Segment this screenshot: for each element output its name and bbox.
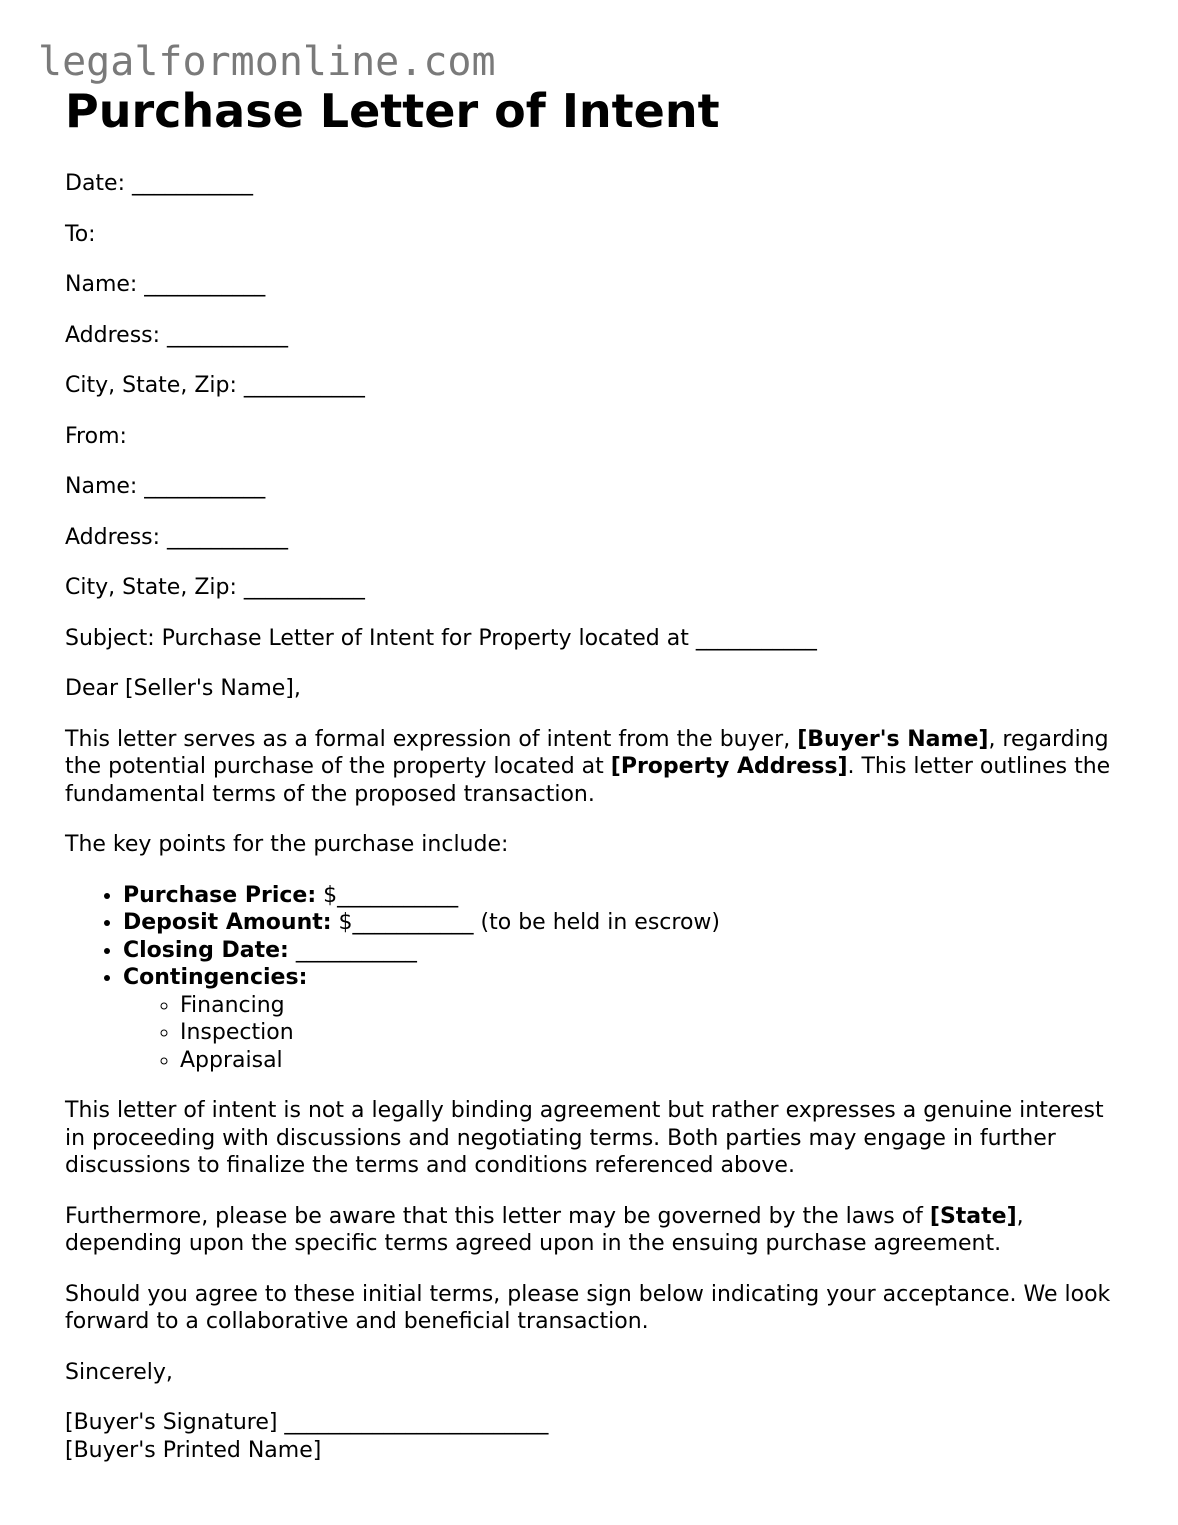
purchase-price-value: $___________ [316, 882, 459, 908]
page-title: Purchase Letter of Intent [65, 84, 720, 138]
law-text-1: Furthermore, please be aware that this letter may be governed by the laws of [65, 1203, 930, 1229]
list-item [123, 909, 1125, 937]
key-points-list [65, 882, 1125, 1075]
closing-date-label: Closing Date: [123, 937, 289, 963]
acceptance-paragraph: Should you agree to these initial terms, please sign below indicating your acceptance. We look forward to a collaborative and beneficial transaction. [65, 1281, 1111, 1334]
intro-text-1: This letter serves as a formal expression of intent from the buyer, [65, 726, 798, 752]
contingency-item: ◦ Appraisal [180, 1047, 1125, 1075]
from-name-field: Name: ___________ [65, 474, 266, 499]
date-field: Date: ___________ [65, 171, 253, 196]
deposit-amount-value: $___________ (to be held in escrow) [331, 910, 720, 935]
contingencies-label: Contingencies: [123, 965, 308, 990]
buyer-name-placeholder: [Buyer's Name] [797, 726, 989, 752]
to-label: To: [65, 221, 96, 247]
greeting: Dear [Seller's Name], [65, 676, 301, 701]
list-item [123, 964, 1125, 1074]
from-city-state-zip-field: City, State, Zip: ___________ [65, 575, 365, 600]
law-text-2: , depending upon the specific terms agreed upon in the ensuing purchase agreement. [65, 1203, 1024, 1256]
state-placeholder: [State] [929, 1203, 1017, 1229]
purchase-price-label: Purchase Price: [123, 882, 317, 908]
buyer-signature-line: [Buyer's Signature] ________________________ [65, 1410, 549, 1435]
list-item [123, 882, 1125, 910]
binding-paragraph: This letter of intent is not a legally binding agreement but rather expresses a genuine interest in proceeding with discussions and negotiating terms. Both parties may engage in further discussions to finalize the terms and conditions referenced above. [65, 1098, 1104, 1178]
contingencies-list [123, 992, 1125, 1075]
closing-salutation: Sincerely, [65, 1359, 173, 1385]
buyer-printed-name: [Buyer's Printed Name] [65, 1437, 322, 1463]
from-address-field: Address: ___________ [65, 524, 289, 550]
governing-law-paragraph [65, 1203, 1125, 1258]
subject-line: Subject: Purchase Letter of Intent for Property located at ___________ [65, 625, 817, 651]
intro-text-2: , regarding the potential purchase of the property located at [65, 726, 1109, 779]
to-name-field: Name: ___________ [65, 272, 266, 297]
to-city-state-zip-field: City, State, Zip: ___________ [65, 373, 365, 398]
intro-text-3: . This letter outlines the fundamental terms of the proposed transaction. [65, 754, 1111, 807]
document [65, 83, 1125, 1464]
from-label: From: [65, 423, 127, 449]
contingency-item: ◦ Financing [180, 992, 1125, 1020]
property-address-placeholder: [Property Address] [610, 754, 848, 779]
contingency-item: ◦ Inspection [180, 1019, 1125, 1047]
key-points-intro: The key points for the purchase include: [65, 832, 509, 857]
watermark: legalformonline.com [38, 39, 496, 85]
closing-date-value: ___________ [288, 937, 417, 963]
to-address-field: Address: ___________ [65, 322, 289, 348]
deposit-amount-label: Deposit Amount: [123, 910, 332, 935]
intro-paragraph [65, 726, 1125, 809]
list-item [123, 937, 1125, 965]
